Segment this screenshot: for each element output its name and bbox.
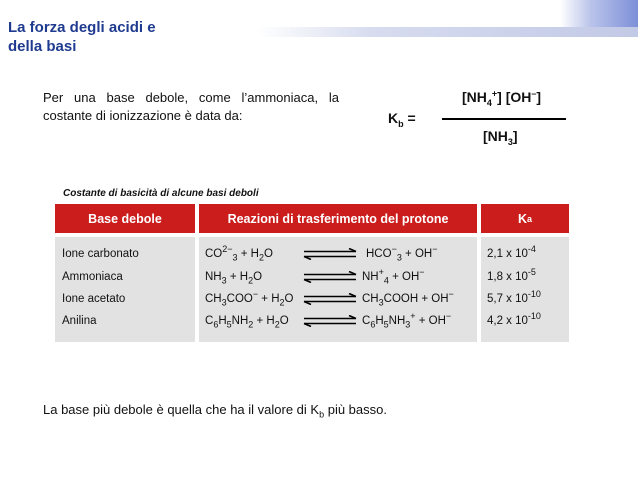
footer-text: La base più debole è quella che ha il valore di $K_b$ più basso. [43, 402, 387, 420]
base-name: Ione carbonato [62, 248, 139, 260]
header-bar [258, 27, 638, 37]
k-value: 4,2 x $10^{-10}$ [487, 311, 541, 327]
reactants: $CO^{2-}_3 + H_2O$ [205, 244, 273, 263]
header-reaction: Reazioni di trasferimento del protone [199, 204, 477, 233]
k-value: 1,8 x $10^{-5}$ [487, 267, 536, 283]
kb-symbol: $K_b$ = [388, 110, 416, 129]
products: $NH^+_4 + OH^-$ [362, 267, 425, 286]
header-k: K a [481, 204, 569, 233]
base-name: Anilina [62, 315, 97, 327]
base-name: Ammoniaca [62, 271, 123, 283]
page-title [8, 18, 156, 56]
equilibrium-arrow-icon [302, 293, 358, 305]
table-caption: Costante di basicità di alcune basi deboli [63, 188, 259, 199]
title-line-1: La forza degli acidi e [8, 19, 156, 36]
formula-denominator: $[NH_3]$ [483, 128, 518, 147]
products: $HCO^-_3 + OH^-$ [366, 244, 438, 263]
reactants: $NH_3 + H_2O$ [205, 271, 263, 286]
fraction-bar [442, 118, 566, 120]
equilibrium-arrow-icon [302, 315, 358, 327]
k-value: 5,7 x $10^{-10}$ [487, 289, 541, 305]
products: $C_6H_5NH_3^+ + OH^-$ [362, 311, 452, 330]
reactants: $CH_3COO^- + H_2O$ [205, 289, 294, 308]
reactants: $C_6H_5NH_2 + H_2O$ [205, 315, 289, 330]
formula-numerator: $[NH_4^+]$ [OH–] [462, 88, 542, 108]
title-line-2: della basi [8, 38, 77, 55]
equilibrium-arrow-icon [302, 271, 358, 283]
k-value: 2,1 x $10^{-4}$ [487, 244, 536, 260]
equilibrium-arrow-icon [302, 248, 358, 260]
products: $CH_3COOH + OH^-$ [362, 289, 454, 308]
base-name: Ione acetato [62, 293, 126, 305]
header-base: Base debole [55, 204, 195, 233]
corner-decoration [560, 0, 638, 30]
intro-text: Per una base debole, come l’ammoniaca, la costante di ionizzazione è data da: [43, 90, 339, 123]
